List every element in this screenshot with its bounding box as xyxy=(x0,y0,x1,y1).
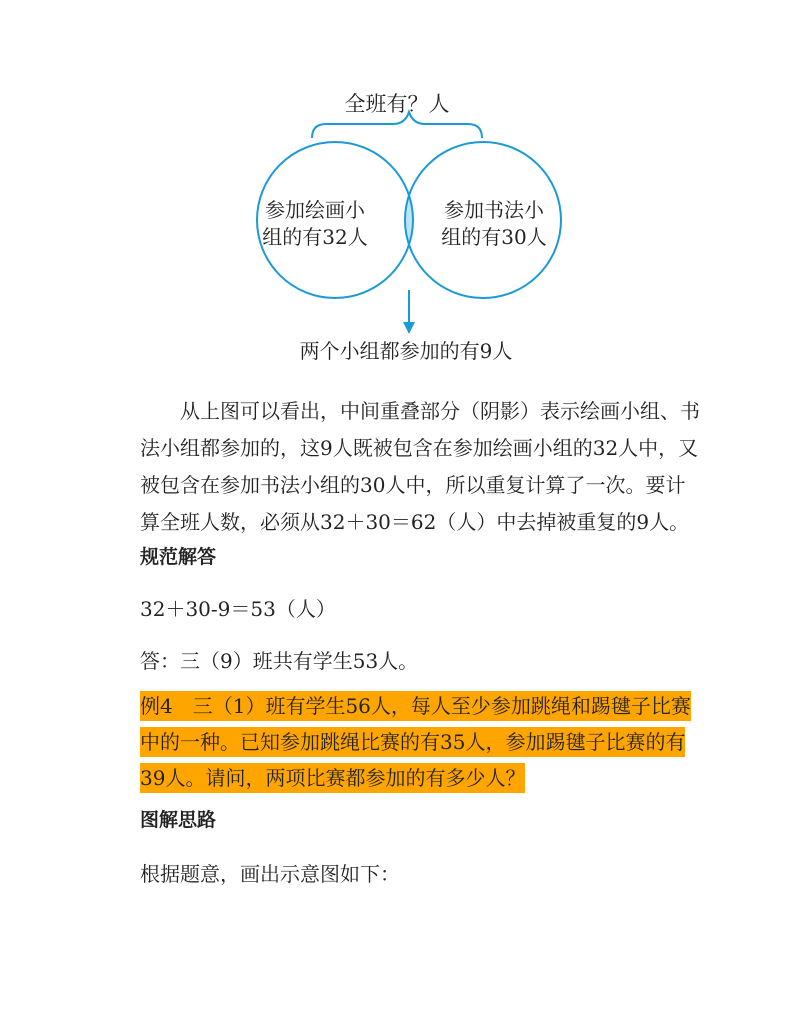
example-highlight: 例4 三（1）班有学生56人，每人至少参加跳绳和踢毽子比赛中的一种。已知参加跳绳比赛的有35人，参加踢毽子比赛的有39人。请问，两项比赛都参加的有多少人？ xyxy=(140,691,691,793)
overlap-label: 两个小组都参加的有9人 xyxy=(299,339,513,363)
overlap-arrow-head xyxy=(403,322,415,334)
answer-text: 答：三（9）班共有学生53人。 xyxy=(140,649,419,673)
closing-text: 根据题意，画出示意图如下： xyxy=(140,862,400,886)
right-label-line1: 参加书法小 xyxy=(444,198,544,222)
total-label: 全班有？人 xyxy=(344,92,450,116)
explanation-paragraph: 从上图可以看出，中间重叠部分（阴影）表示绘画小组、书法小组都参加的，这9人既被包含在参加绘画小组的32人中，又被包含在参加书法小组的30人中，所以重复计算了一次。要计算全班人数，必须从32＋30＝62（人）中去掉被重复的9人。 xyxy=(140,399,700,534)
example-problem xyxy=(140,688,700,796)
answer-equation: 32＋30-9＝53（人） xyxy=(140,597,336,621)
left-label-line1: 参加绘画小 xyxy=(265,198,365,222)
left-label-line2: 组的有32人 xyxy=(262,225,368,249)
venn-diagram xyxy=(0,0,800,380)
diagram-heading: 图解思路 xyxy=(140,809,217,831)
right-label-line2: 组的有30人 xyxy=(441,225,547,249)
answer-heading: 规范解答 xyxy=(140,546,217,568)
